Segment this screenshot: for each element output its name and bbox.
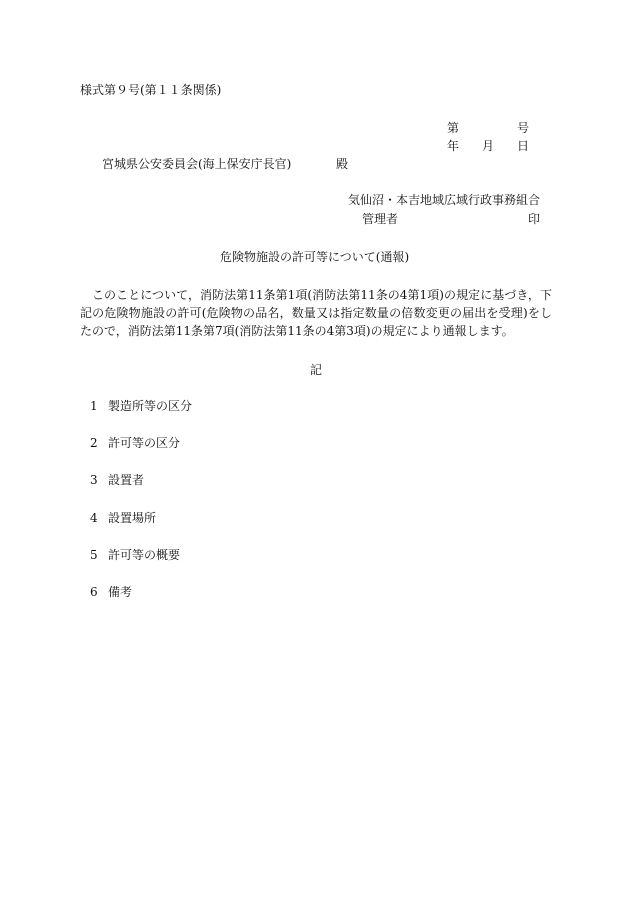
list-item-number: 5 — [90, 548, 98, 562]
sender-organization: 気仙沼・本吉地域広域行政事務組合 — [348, 193, 541, 207]
recipient-honorific: 殿 — [336, 157, 349, 171]
list-item-label: 許可等の概要 — [108, 548, 181, 562]
sender-role: 管理者 — [362, 212, 399, 226]
list-item-number: 2 — [90, 436, 98, 450]
list-item — [90, 435, 180, 452]
list-item-number: 1 — [90, 399, 98, 413]
list-item — [90, 472, 144, 489]
sender-seal: 印 — [528, 212, 541, 226]
list-item-number: 6 — [90, 585, 98, 599]
document-number-suffix: 号 — [517, 121, 530, 135]
list-item-number: 4 — [90, 511, 98, 525]
list-item-label: 備考 — [108, 585, 133, 599]
date-day: 日 — [517, 139, 530, 153]
document-subject: 危険物施設の許可等について(通報) — [220, 250, 410, 264]
document-number-prefix: 第 — [447, 121, 460, 135]
form-number: 様式第９号(第１１条関係) — [80, 83, 222, 97]
ki-heading: 記 — [310, 363, 323, 377]
list-item-label: 許可等の区分 — [108, 436, 181, 450]
list-item-number: 3 — [90, 473, 98, 487]
date-month: 月 — [482, 139, 495, 153]
recipient-name: 宮城県公安委員会(海上保安庁長官) — [102, 157, 292, 171]
date-year: 年 — [447, 139, 460, 153]
body-paragraph: このことについて，消防法第11条第1項(消防法第11条の4第1項)の規定に基づき，下記の危険物施設の許可(危険物の品名，数量又は指定数量の倍数変更の届出を受理)をしたので，消防法第11条第7項(消防法第11条の4第3項)の規定により通報します。 — [80, 288, 552, 338]
list-item-label: 設置場所 — [108, 511, 157, 525]
list-item-label: 製造所等の区分 — [108, 399, 193, 413]
list-item — [90, 584, 132, 601]
list-item — [90, 510, 156, 527]
list-item — [90, 398, 192, 415]
list-item-label: 設置者 — [108, 473, 145, 487]
list-item — [90, 547, 180, 564]
